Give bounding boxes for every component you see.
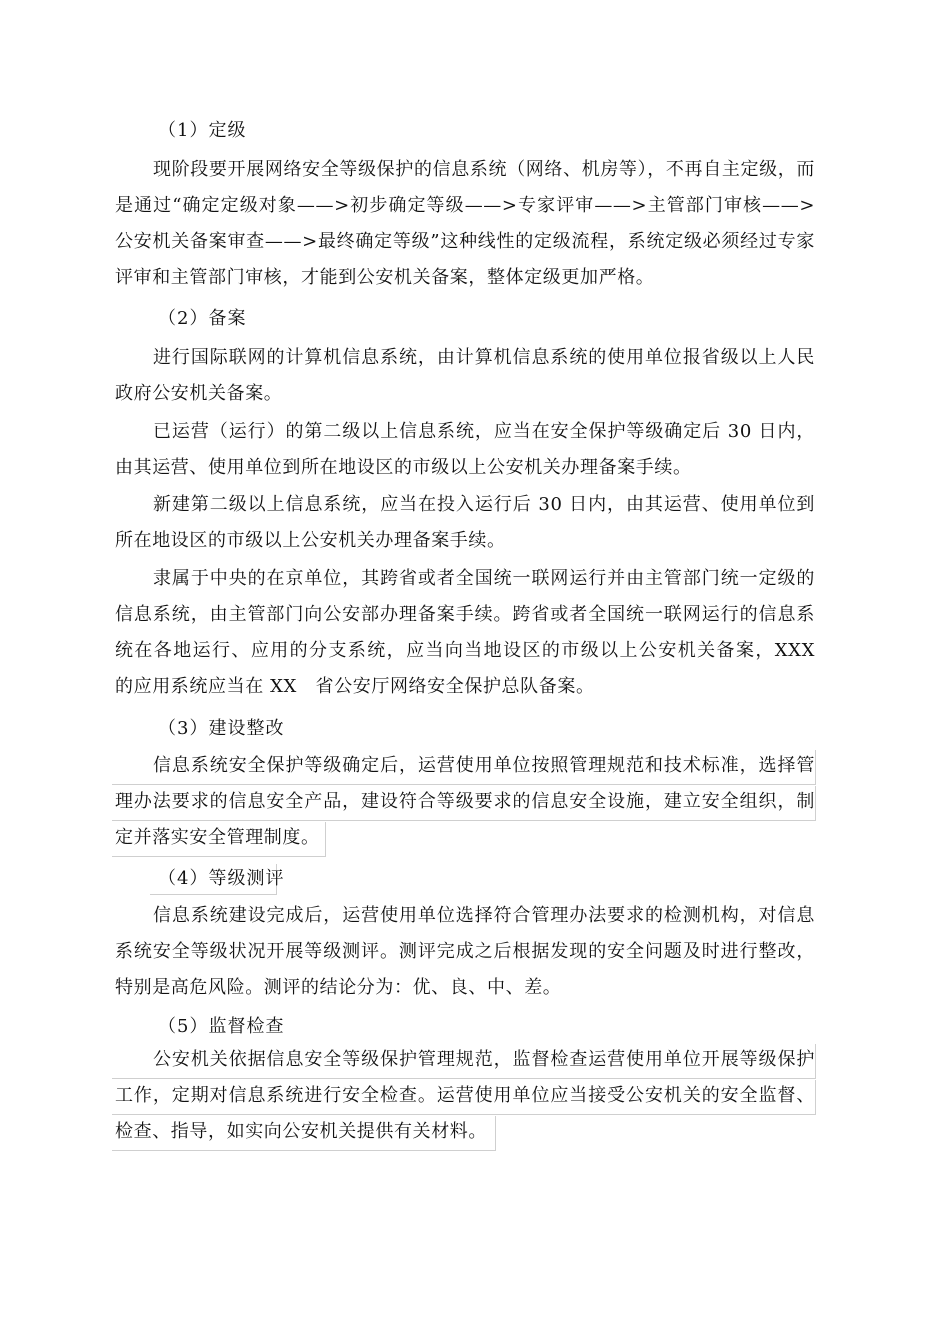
paragraph-assessment: 信息系统建设完成后，运营使用单位选择符合管理办法要求的检测机构，对信息系统安全等级状况开展等级测评。测评完成之后根据发现的安全问题及时进行整改，特别是高危风险。测评的结论分为：优、良、中、差。 — [115, 905, 815, 998]
paragraph-filing-international: 进行国际联网的计算机信息系统，由计算机信息系统的使用单位报省级以上人民政府公安机关备案。 — [115, 347, 815, 404]
section-heading-grading: （1）定级 — [158, 120, 247, 141]
section-heading-supervision: （5）监督检查 — [158, 1016, 285, 1037]
paragraph-filing-new: 新建第二级以上信息系统，应当在投入运行后 30 日内，由其运营、使用单位到所在地设区的市级以上公安机关办理备案手续。 — [115, 494, 815, 551]
paragraph-filing-operating: 已运营（运行）的第二级以上信息系统，应当在安全保护等级确定后 30 日内，由其运营、使用单位到所在地设区的市级以上公安机关办理备案手续。 — [115, 421, 815, 478]
section-heading-assessment: （4）等级测评 — [158, 868, 285, 889]
section-heading-filing: （2）备案 — [158, 308, 247, 329]
section-heading-construction: （3）建设整改 — [158, 718, 285, 739]
paragraph-filing-central: 隶属于中央的在京单位，其跨省或者全国统一联网运行并由主管部门统一定级的信息系统，由主管部门向公安部办理备案手续。跨省或者全国统一联网运行的信息系统在各地运行、应用的分支系统，应当向当地设区的市级以上公安机关备案，XXX 的应用系统应当在 XX 省公安厅网络安全保护总队备案。 — [115, 568, 834, 697]
paragraph-grading: 现阶段要开展网络安全等级保护的信息系统（网络、机房等），不再自主定级，而是通过“确定定级对象——>初步确定等级——>专家评审——>主管部门审核——>公安机关备案审查——>最终确定等级”这种线性的定级流程，系统定级必须经过专家评审和主管部门审核，才能到公安机关备案，整体定级更加严格。 — [115, 159, 815, 288]
paragraph-construction: 信息系统安全保护等级确定后，运营使用单位按照管理规范和技术标准，选择管理办法要求的信息安全产品，建设符合等级要求的信息安全设施，建立安全组织，制定并落实安全管理制度。 — [115, 755, 815, 848]
paragraph-supervision: 公安机关依据信息安全等级保护管理规范，监督检查运营使用单位开展等级保护工作，定期对信息系统进行安全检查。运营使用单位应当接受公安机关的安全监督、检查、指导，如实向公安机关提供有关材料。 — [115, 1049, 815, 1142]
